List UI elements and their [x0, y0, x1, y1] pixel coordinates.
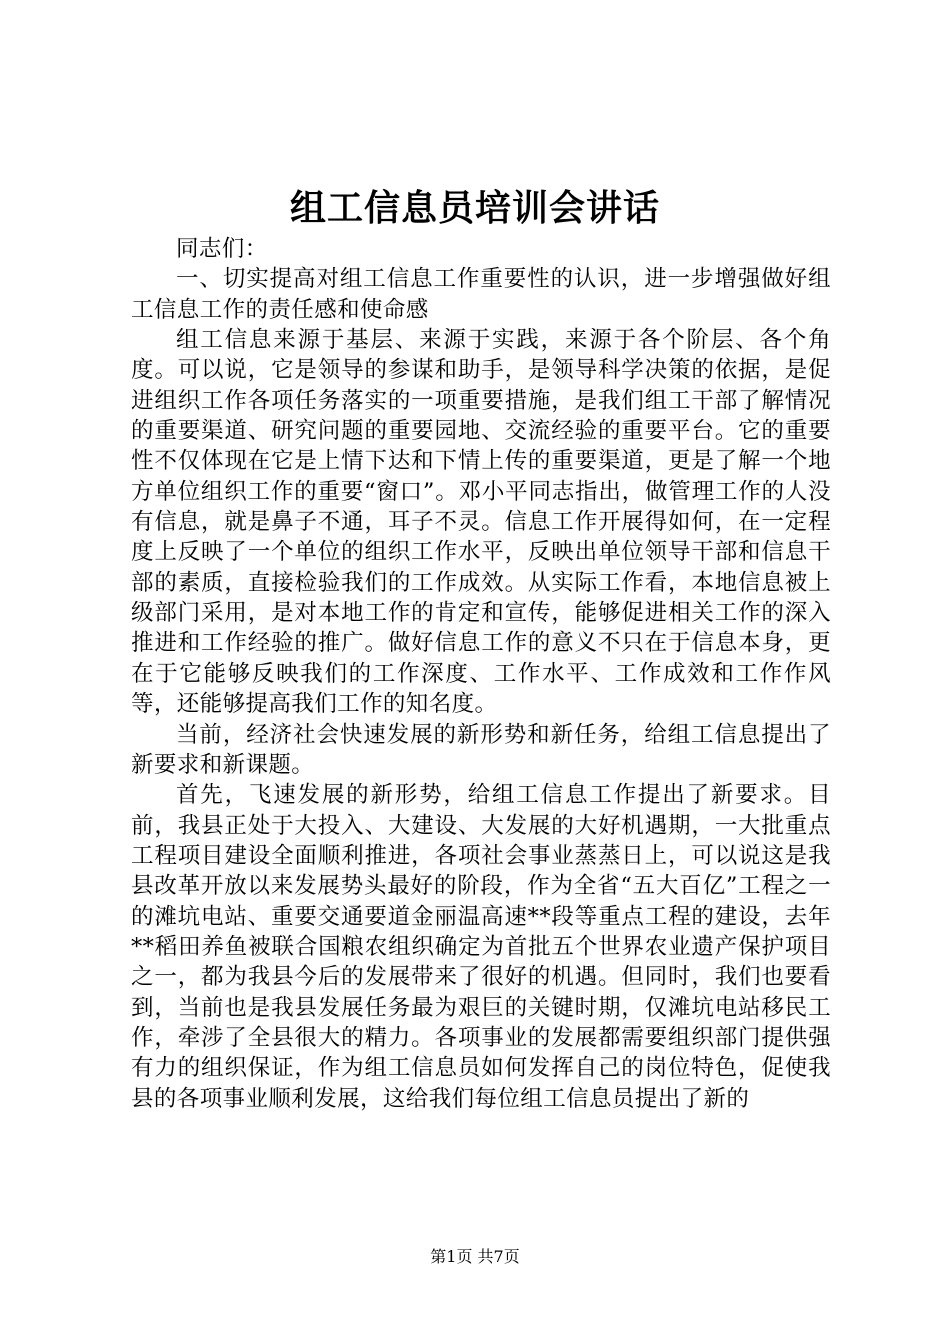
body-paragraph: 组工信息来源于基层、来源于实践，来源于各个阶层、各个角度。可以说，它是领导的参谋和助手，是领导科学决策的依据，是促进组织工作各项任务落实的一项重要措施，是我们组工干部了解情况的重要渠道、研究问题的重要园地、交流经验的重要平台。它的重要性不仅体现在它是上情下达和下情上传的重要渠道，更是了解一个地方单位组织工作的重要“窗口”。邓小平同志指出，做管理工作的人没有信息，就是鼻子不通，耳子不灵。信息工作开展得如何，在一定程度上反映了一个单位的组织工作水平，反映出单位领导干部和信息干部的素质，直接检验我们的工作成效。从实际工作看，本地信息被上级部门采用，是对本地工作的肯定和宣传，能够促进相关工作的深入推进和工作经验的推广。做好信息工作的意义不只在于信息本身，更在于它能够反映我们的工作深度、工作水平、工作成效和工作作风等，还能够提高我们工作的知名度。 [131, 327, 831, 718]
salutation-paragraph: 同志们： [176, 236, 268, 262]
body-paragraph: 首先，飞速发展的新形势，给组工信息工作提出了新要求。目前，我县正处于大投入、大建设、大发展的大好机遇期，一大批重点工程项目建设全面顺利推进，各项社会事业蒸蒸日上，可以说这是我县改革开放以来发展势头最好的阶段，作为全省“五大百亿”工程之一的滩坑电站、重要交通要道金丽温高速**段等重点工程的建设，去年**稻田养鱼被联合国粮农组织确定为首批五个世界农业遗产保护项目之一，都为我县今后的发展带来了很好的机遇。但同时，我们也要看到，当前也是我县发展任务最为艰巨的关键时期，仅滩坑电站移民工作，牵涉了全县很大的精力。各项事业的发展都需要组织部门提供强有力的组织保证，作为组工信息员如何发挥自己的岗位特色，促使我县的各项事业顺利发展，这给我们每位组工信息员提出了新的 [131, 782, 831, 1112]
page-title: 组工信息员培训会讲话 [289, 187, 660, 229]
section-heading-paragraph: 一、切实提高对组工信息工作重要性的认识，进一步增强做好组工信息工作的责任感和使命感 [131, 266, 831, 323]
body-paragraph: 当前，经济社会快速发展的新形势和新任务，给组工信息提出了新要求和新课题。 [131, 721, 831, 778]
document-body [131, 234, 831, 1114]
page-number-footer: 第1页 共7页 [430, 1247, 520, 1266]
